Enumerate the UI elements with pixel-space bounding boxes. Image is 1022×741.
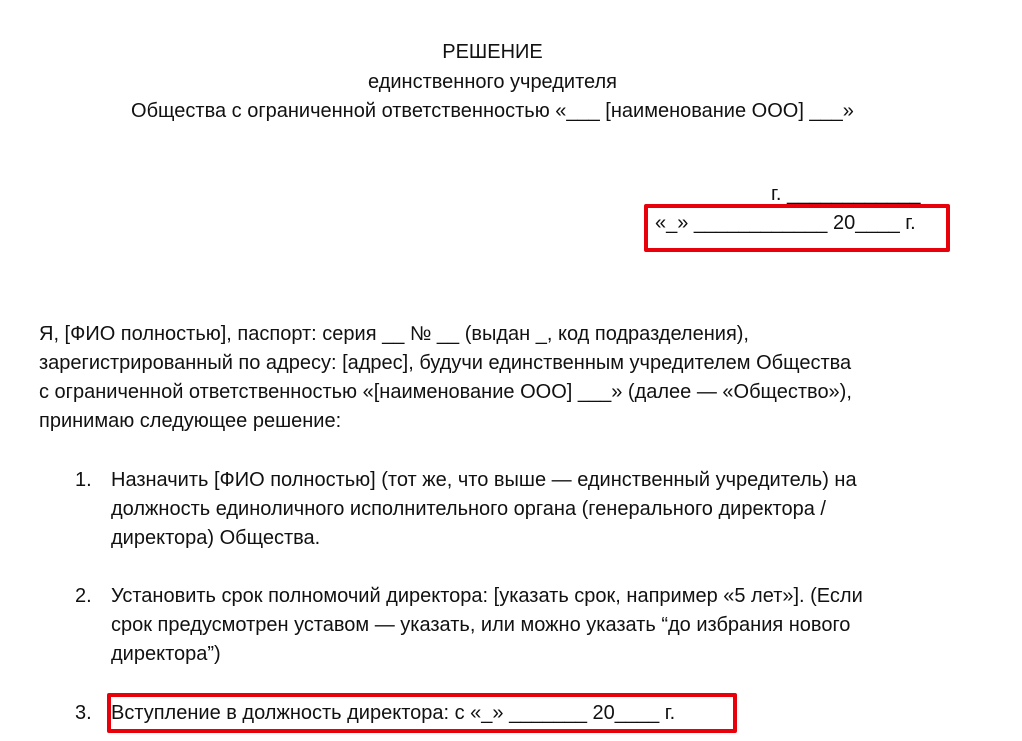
company-line: Общества с ограниченной ответственностью «___ [наименование ООО] ___» <box>131 100 854 122</box>
list-item-number: 2. <box>75 585 92 607</box>
date-line: «_» ____________ 20____ г. <box>655 212 916 234</box>
list-item-number: 3. <box>75 702 92 724</box>
list-item-text: должность единоличного исполнительного органа (генерального директора / <box>111 498 826 520</box>
intro-line: с ограниченной ответственностью «[наименование ООО] ___» (далее — «Общество»), <box>39 381 852 403</box>
list-item-text: Назначить [ФИО полностью] (тот же, что выше — единственный учредитель) на <box>111 469 857 491</box>
intro-line: Я, [ФИО полностью], паспорт: серия __ № __ (выдан _, код подразделения), <box>39 323 749 345</box>
city-line: г. ____________ <box>771 183 921 205</box>
intro-line: принимаю следующее решение: <box>39 410 342 432</box>
document-title: РЕШЕНИЕ <box>442 41 543 63</box>
document-subtitle: единственного учредителя <box>368 71 617 93</box>
intro-line: зарегистрированный по адресу: [адрес], будучи единственным учредителем Общества <box>39 352 852 374</box>
list-item-text: Установить срок полномочий директора: [указать срок, например «5 лет»]. (Если <box>111 585 863 607</box>
list-item-text: Вступление в должность директора: с «_» _______ 20____ г. <box>111 702 676 724</box>
list-item-text: директора) Общества. <box>111 527 321 549</box>
list-item-text: директора”) <box>111 643 221 665</box>
list-item-number: 1. <box>75 469 92 491</box>
list-item-text: срок предусмотрен уставом — указать, или можно указать “до избрания нового <box>111 614 851 636</box>
